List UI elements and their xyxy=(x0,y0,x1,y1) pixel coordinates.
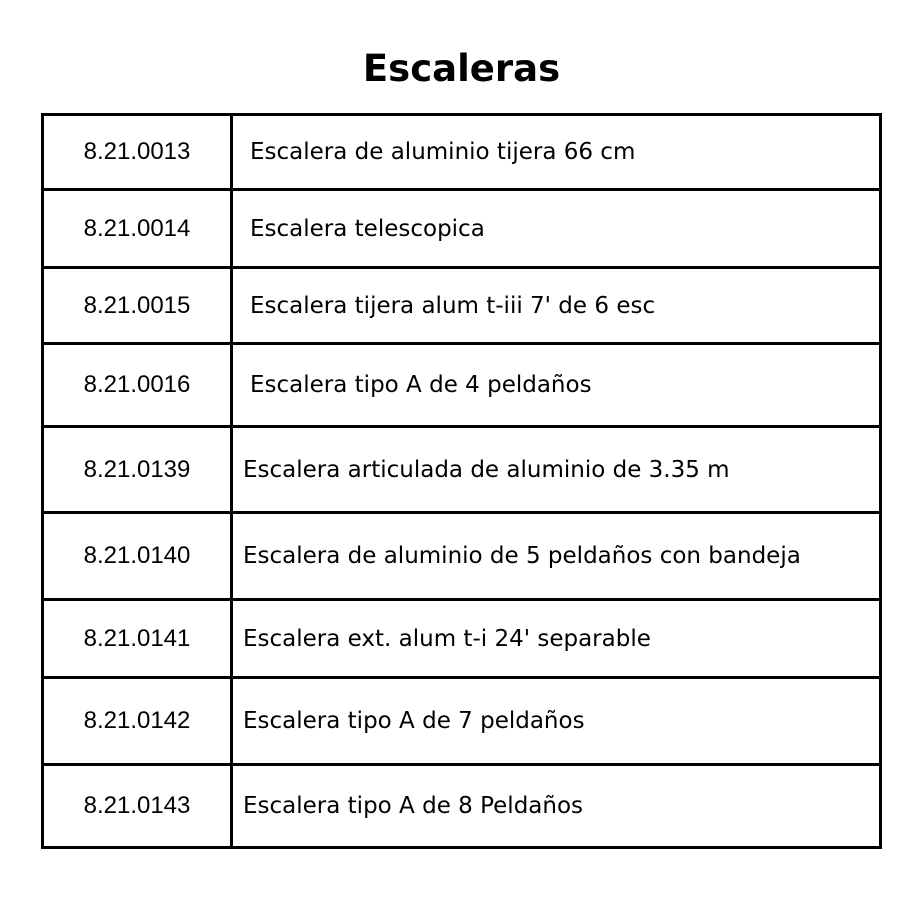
item-description: Escalera tipo A de 8 Peldaños xyxy=(232,765,881,848)
items-table xyxy=(41,113,882,849)
item-code: 8.21.0140 xyxy=(43,513,232,600)
item-code: 8.21.0013 xyxy=(43,115,232,190)
item-description: Escalera articulada de aluminio de 3.35 m xyxy=(232,427,881,513)
page-title: Escaleras xyxy=(362,47,561,90)
item-description: Escalera de aluminio de 5 peldaños con bandeja xyxy=(232,513,881,600)
item-description: Escalera tipo A de 7 peldaños xyxy=(232,678,881,765)
item-description: Escalera ext. alum t-i 24' separable xyxy=(232,600,881,678)
item-description: Escalera tijera alum t-iii 7' de 6 esc xyxy=(232,268,881,344)
table-row xyxy=(43,190,881,268)
table-row xyxy=(43,513,881,600)
item-code: 8.21.0016 xyxy=(43,344,232,427)
item-code: 8.21.0142 xyxy=(43,678,232,765)
table-row xyxy=(43,268,881,344)
table-row xyxy=(43,427,881,513)
table-row xyxy=(43,344,881,427)
table-row xyxy=(43,678,881,765)
item-description: Escalera tipo A de 4 peldaños xyxy=(232,344,881,427)
table-row xyxy=(43,765,881,848)
table-row xyxy=(43,115,881,190)
item-code: 8.21.0143 xyxy=(43,765,232,848)
item-description: Escalera telescopica xyxy=(232,190,881,268)
table-row xyxy=(43,600,881,678)
item-code: 8.21.0139 xyxy=(43,427,232,513)
item-code: 8.21.0015 xyxy=(43,268,232,344)
item-code: 8.21.0014 xyxy=(43,190,232,268)
item-description: Escalera de aluminio tijera 66 cm xyxy=(232,115,881,190)
item-code: 8.21.0141 xyxy=(43,600,232,678)
